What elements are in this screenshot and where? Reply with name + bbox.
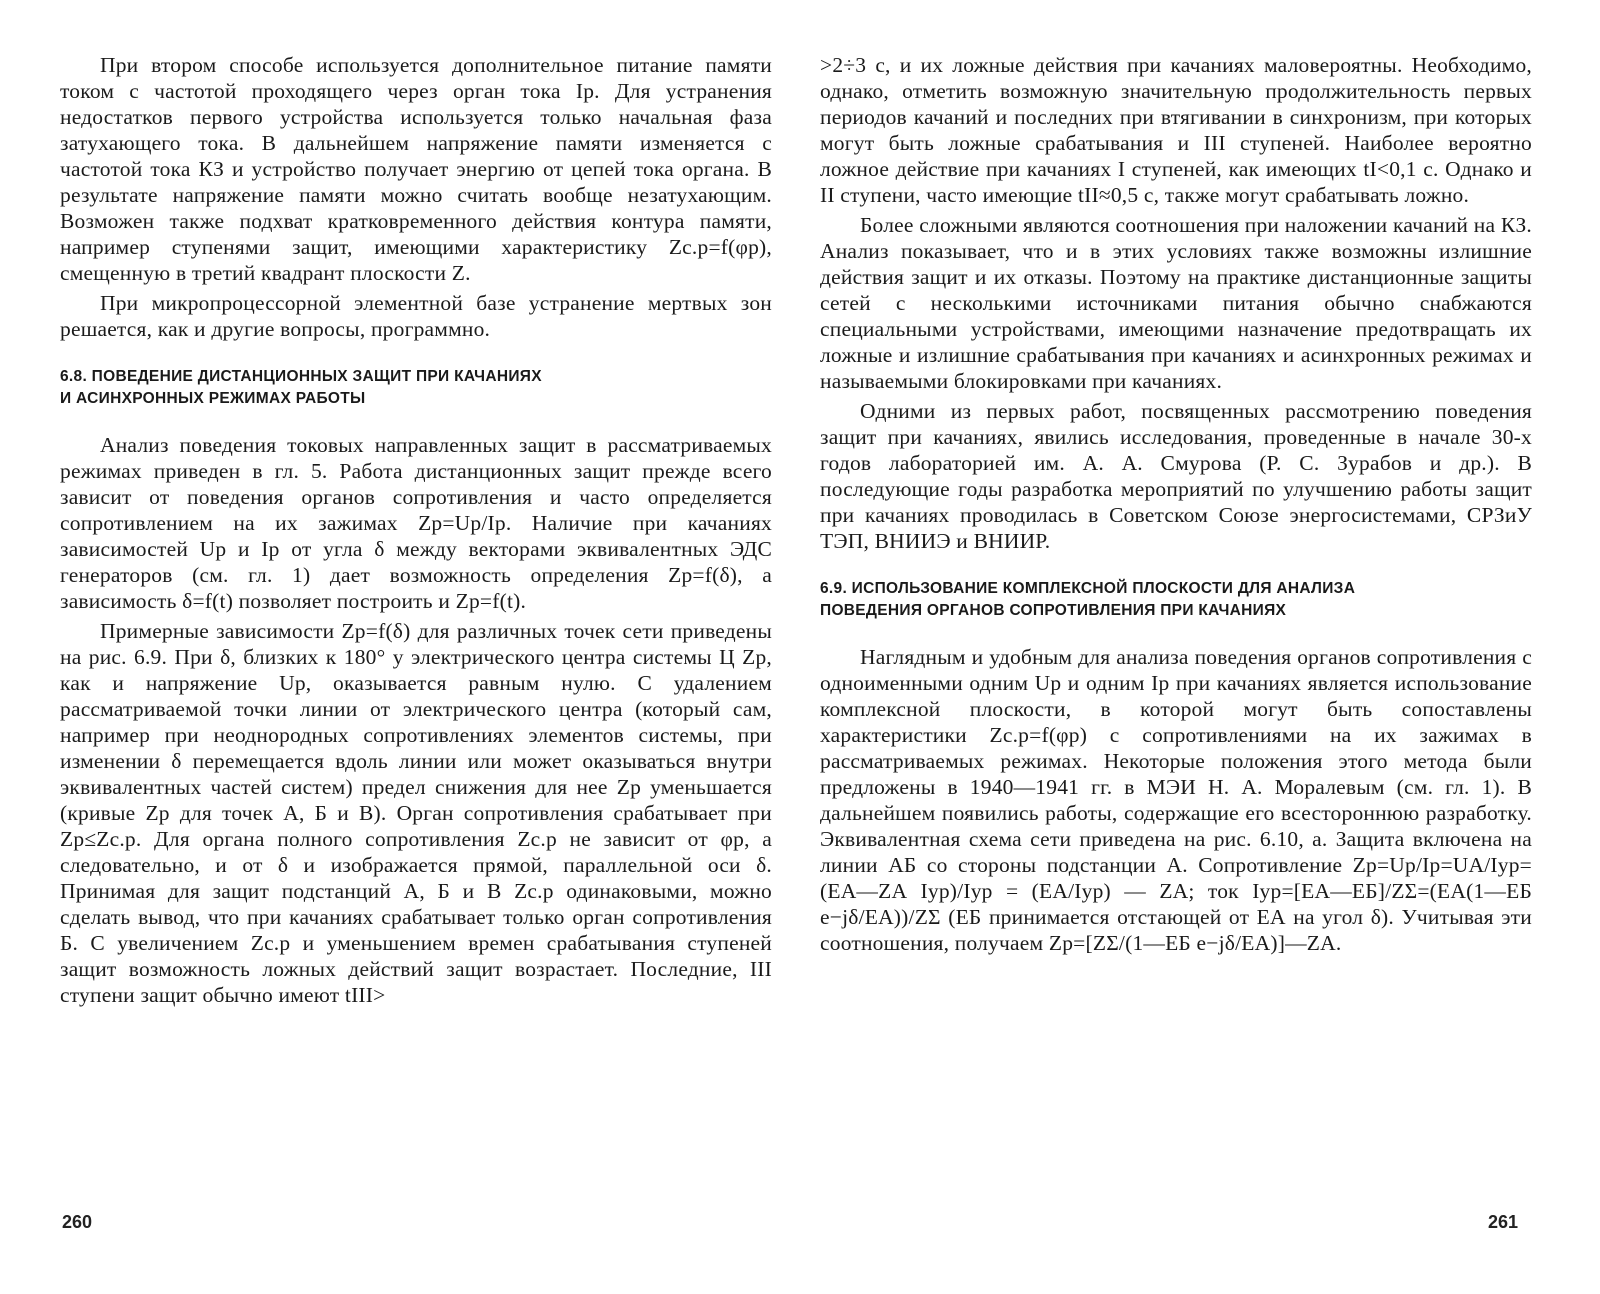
left-paragraph-2: При микропроцессорной элементной базе устранение мертвых зон решается, как и другие вопросы, программно. [60,291,772,341]
page-number-right: 261 [1487,1212,1518,1232]
right-page [800,0,1600,1294]
section-heading-6-9-line2: ПОВЕДЕНИЯ ОРГАНОВ СОПРОТИВЛЕНИЯ ПРИ КАЧАНИЯХ [820,602,1287,619]
section-heading-6-9-line1: 6.9. ИСПОЛЬЗОВАНИЕ КОМПЛЕКСНОЙ ПЛОСКОСТИ ДЛЯ АНАЛИЗА [820,580,1356,597]
section-heading-6-8 [60,366,772,410]
right-paragraph-3: Одними из первых работ, посвященных рассмотрению поведения защит при качаниях, явились исследования, проведенные в начале 30-х годов лабораторией им. А. А. Смурова (Р. С. Зурабов и др.). В последующие годы разработка мероприятий по улучшению работы защит при качаниях проводилась в Советском Союзе энергосистемами, СРЗиУ ТЭП, ВНИИЭ и ВНИИР. [820,399,1532,553]
left-paragraph-4: Примерные зависимости Zр=f(δ) для различных точек сети приведены на рис. 6.9. При δ, близких к 180° у электрического центра системы Ц Zр, как и напряжение Uр, оказывается равным нулю. С удалением рассматриваемой точки линии от электрического центра (который сам, например при неоднородных сопротивлениях элементов системы, при изменении δ перемещается вдоль линии или может оказываться внутри эквивалентных частей систем) предел снижения для нее Zр уменьшается (кривые Zр для точек А, Б и В). Орган сопротивления срабатывает при Zр≤Zс.р. Для органа полного сопротивления Zс.р не зависит от φр, а следовательно, и от δ и изображается прямой, параллельной оси δ. Принимая для защит подстанций А, Б и В Zс.р одинаковыми, можно сделать вывод, что при качаниях срабатывает только орган сопротивления Б. С увеличением Zс.р и уменьшением времен срабатывания ступеней защит возможность ложных действий защит возрастает. Последние, III ступени защит обычно имеют tIII> [60,619,772,1007]
right-text-column [820,52,1532,956]
section-heading-6-8-line1: 6.8. ПОВЕДЕНИЕ ДИСТАНЦИОННЫХ ЗАЩИТ ПРИ КАЧАНИЯХ [60,368,542,385]
section-heading-6-9 [820,578,1532,622]
section-heading-6-8-line2: И АСИНХРОННЫХ РЕЖИМАХ РАБОТЫ [60,390,366,407]
right-paragraph-1: >2÷3 с, и их ложные действия при качаниях маловероятны. Необходимо, однако, отметить возможную значительную продолжительность первых периодов качаний и последних при втягивании в синхронизм, при которых могут быть ложные срабатывания и III ступеней. Наиболее вероятно ложное действие при качаниях I ступеней, как имеющих tI<0,1 с. Однако и II ступени, часто имеющие tII≈0,5 с, также могут срабатывать ложно. [820,53,1532,207]
right-paragraph-4: Наглядным и удобным для анализа поведения органов сопротивления с одноименными одним Uр и одним Iр при качаниях является использование комплексной плоскости, в которой могут быть сопоставлены характеристики Zс.р=f(φр) с сопротивлениями на их зажимах в рассматриваемых режимах. Некоторые положения этого метода были предложены в 1940—1941 гг. в МЭИ Н. А. Моралевым (см. гл. 1). В дальнейшем появились работы, содержащие его всестороннюю разработку. Эквивалентная схема сети приведена на рис. 6.10, а. Защита включена на линии АБ со стороны подстанции А. Сопротивление Zр=Uр/Iр=UА/Iур=(EА—ZА Iур)/Iур = (EА/Iур) — ZА; ток Iур=[EА—EБ]/ZΣ=(EА(1—EБ e−jδ/EА))/ZΣ (EБ принимается отстающей от EА на угол δ). Учитывая эти соотношения, получаем Zр=[ZΣ/(1—EБ e−jδ/EА)]—ZА. [820,645,1532,955]
right-paragraph-2: Более сложными являются соотношения при наложении качаний на КЗ. Анализ показывает, что и в этих условиях также возможны излишние действия защит и их отказы. Поэтому на практике дистанционные защиты сетей с несколькими источниками питания обычно снабжаются специальными устройствами, имеющими назначение предотвращать их ложные и излишние срабатывания при качаниях и асинхронных режимах и называемыми блокировками при качаниях. [820,213,1532,393]
left-paragraph-3: Анализ поведения токовых направленных защит в рассматриваемых режимах приведен в гл. 5. Работа дистанционных защит прежде всего зависит от поведения органов сопротивления и часто определяется сопротивлением на их зажимах Zр=Uр/Iр. Наличие при качаниях зависимостей Uр и Iр от угла δ между векторами эквивалентных ЭДС генераторов (см. гл. 1) дает возможность определения Zр=f(δ), а зависимость δ=f(t) позволяет построить и Zр=f(t). [60,433,772,613]
left-paragraph-1: При втором способе используется дополнительное питание памяти током с частотой проходящего через орган тока Iр. Для устранения недостатков первого устройства используется только начальная фаза затухающего тока. В дальнейшем напряжение памяти изменяется с частотой тока КЗ и устройство получает энергию от цепей тока органа. В результате напряжение памяти можно считать вообще незатухающим. Возможен также подхват кратковременного действия контура памяти, например ступенями защит, имеющими характеристику Zс.р=f(φр), смещенную в третий квадрант плоскости Z. [60,53,772,285]
left-text-column [60,52,772,1008]
page-number-left: 260 [62,1212,93,1232]
